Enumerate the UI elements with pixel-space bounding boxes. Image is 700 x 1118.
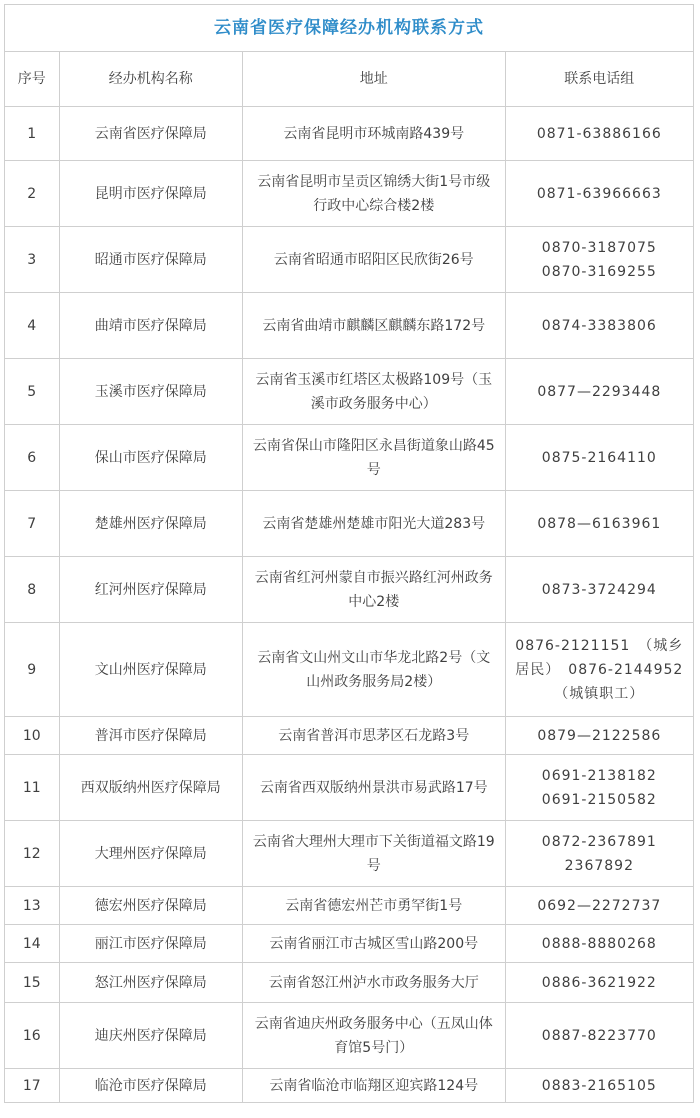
cell-address: 云南省昆明市环城南路439号	[242, 107, 505, 161]
table-row	[5, 359, 694, 425]
cell-phone: 0870-3187075 0870-3169255	[505, 227, 693, 293]
cell-agency-name: 曲靖市医疗保障局	[59, 293, 242, 359]
cell-number: 16	[5, 1003, 60, 1069]
cell-phone: 0877—2293448	[505, 359, 693, 425]
table-row	[5, 1069, 694, 1103]
cell-agency-name: 昭通市医疗保障局	[59, 227, 242, 293]
header-address: 地址	[242, 52, 505, 107]
cell-number: 2	[5, 161, 60, 227]
table-row	[5, 717, 694, 755]
cell-number: 14	[5, 925, 60, 963]
table-row	[5, 887, 694, 925]
cell-agency-name: 西双版纳州医疗保障局	[59, 755, 242, 821]
cell-phone: 0874-3383806	[505, 293, 693, 359]
cell-number: 5	[5, 359, 60, 425]
table-row	[5, 623, 694, 717]
cell-address: 云南省昭通市昭阳区民欣街26号	[242, 227, 505, 293]
table-title: 云南省医疗保障经办机构联系方式	[4, 4, 694, 51]
table-row	[5, 425, 694, 491]
cell-agency-name: 玉溪市医疗保障局	[59, 359, 242, 425]
cell-agency-name: 保山市医疗保障局	[59, 425, 242, 491]
cell-address: 云南省文山州文山市华龙北路2号（文山州政务服务局2楼）	[242, 623, 505, 717]
cell-agency-name: 云南省医疗保障局	[59, 107, 242, 161]
cell-number: 13	[5, 887, 60, 925]
cell-number: 12	[5, 821, 60, 887]
cell-agency-name: 普洱市医疗保障局	[59, 717, 242, 755]
cell-number: 3	[5, 227, 60, 293]
cell-number: 6	[5, 425, 60, 491]
cell-address: 云南省丽江市古城区雪山路200号	[242, 925, 505, 963]
table-row	[5, 821, 694, 887]
cell-phone: 0875-2164110	[505, 425, 693, 491]
table-row	[5, 925, 694, 963]
cell-number: 4	[5, 293, 60, 359]
cell-phone: 0871-63966663	[505, 161, 693, 227]
cell-number: 10	[5, 717, 60, 755]
header-name: 经办机构名称	[59, 52, 242, 107]
cell-address: 云南省普洱市思茅区石龙路3号	[242, 717, 505, 755]
cell-address: 云南省迪庆州政务服务中心（五凤山体育馆5号门）	[242, 1003, 505, 1069]
cell-agency-name: 临沧市医疗保障局	[59, 1069, 242, 1103]
header-phone: 联系电话组	[505, 52, 693, 107]
cell-phone: 0888-8880268	[505, 925, 693, 963]
table-row	[5, 293, 694, 359]
cell-number: 1	[5, 107, 60, 161]
cell-agency-name: 红河州医疗保障局	[59, 557, 242, 623]
cell-agency-name: 大理州医疗保障局	[59, 821, 242, 887]
cell-number: 8	[5, 557, 60, 623]
table-row	[5, 227, 694, 293]
cell-phone: 0873-3724294	[505, 557, 693, 623]
table-body	[5, 107, 699, 1103]
cell-address: 云南省德宏州芒市勇罕街1号	[242, 887, 505, 925]
cell-number: 17	[5, 1069, 60, 1103]
cell-phone: 0872-2367891 2367892	[505, 821, 693, 887]
cell-phone: 0879—2122586	[505, 717, 693, 755]
cell-address: 云南省曲靖市麒麟区麒麟东路172号	[242, 293, 505, 359]
cell-agency-name: 楚雄州医疗保障局	[59, 491, 242, 557]
cell-address: 云南省红河州蒙自市振兴路红河州政务中心2楼	[242, 557, 505, 623]
cell-phone: 0887-8223770	[505, 1003, 693, 1069]
cell-address: 云南省保山市隆阳区永昌街道象山路45号	[242, 425, 505, 491]
cell-phone: 0876-2121151 （城乡居民） 0876-2144952 （城镇职工）	[505, 623, 693, 717]
cell-agency-name: 德宏州医疗保障局	[59, 887, 242, 925]
cell-phone: 0886-3621922	[505, 963, 693, 1003]
table-row	[5, 557, 694, 623]
cell-address: 云南省楚雄州楚雄市阳光大道283号	[242, 491, 505, 557]
table-row	[5, 107, 694, 161]
cell-address: 云南省怒江州泸水市政务服务大厅	[242, 963, 505, 1003]
cell-number: 11	[5, 755, 60, 821]
table-row	[5, 755, 694, 821]
table-row	[5, 1003, 694, 1069]
cell-agency-name: 丽江市医疗保障局	[59, 925, 242, 963]
table-row	[5, 963, 694, 1003]
cell-address: 云南省玉溪市红塔区太极路109号（玉溪市政务服务中心）	[242, 359, 505, 425]
cell-number: 15	[5, 963, 60, 1003]
cell-number: 9	[5, 623, 60, 717]
cell-phone: 0691-2138182 0691-2150582	[505, 755, 693, 821]
cell-address: 云南省昆明市呈贡区锦绣大街1号市级行政中心综合楼2楼	[242, 161, 505, 227]
cell-phone: 0878—6163961	[505, 491, 693, 557]
cell-address: 云南省大理州大理市下关街道福文路19号	[242, 821, 505, 887]
cell-agency-name: 昆明市医疗保障局	[59, 161, 242, 227]
cell-phone: 0883-2165105	[505, 1069, 693, 1103]
cell-phone: 0692—2272737	[505, 887, 693, 925]
table-row	[5, 161, 694, 227]
header-no: 序号	[5, 52, 60, 107]
cell-address: 云南省西双版纳州景洪市易武路17号	[242, 755, 505, 821]
cell-address: 云南省临沧市临翔区迎宾路124号	[242, 1069, 505, 1103]
table-row	[5, 491, 694, 557]
contact-table	[4, 4, 699, 1103]
cell-agency-name: 迪庆州医疗保障局	[59, 1003, 242, 1069]
header-row	[5, 52, 694, 107]
cell-agency-name: 怒江州医疗保障局	[59, 963, 242, 1003]
cell-number: 7	[5, 491, 60, 557]
cell-phone: 0871-63886166	[505, 107, 693, 161]
contact-table-container	[4, 4, 699, 1103]
cell-agency-name: 文山州医疗保障局	[59, 623, 242, 717]
